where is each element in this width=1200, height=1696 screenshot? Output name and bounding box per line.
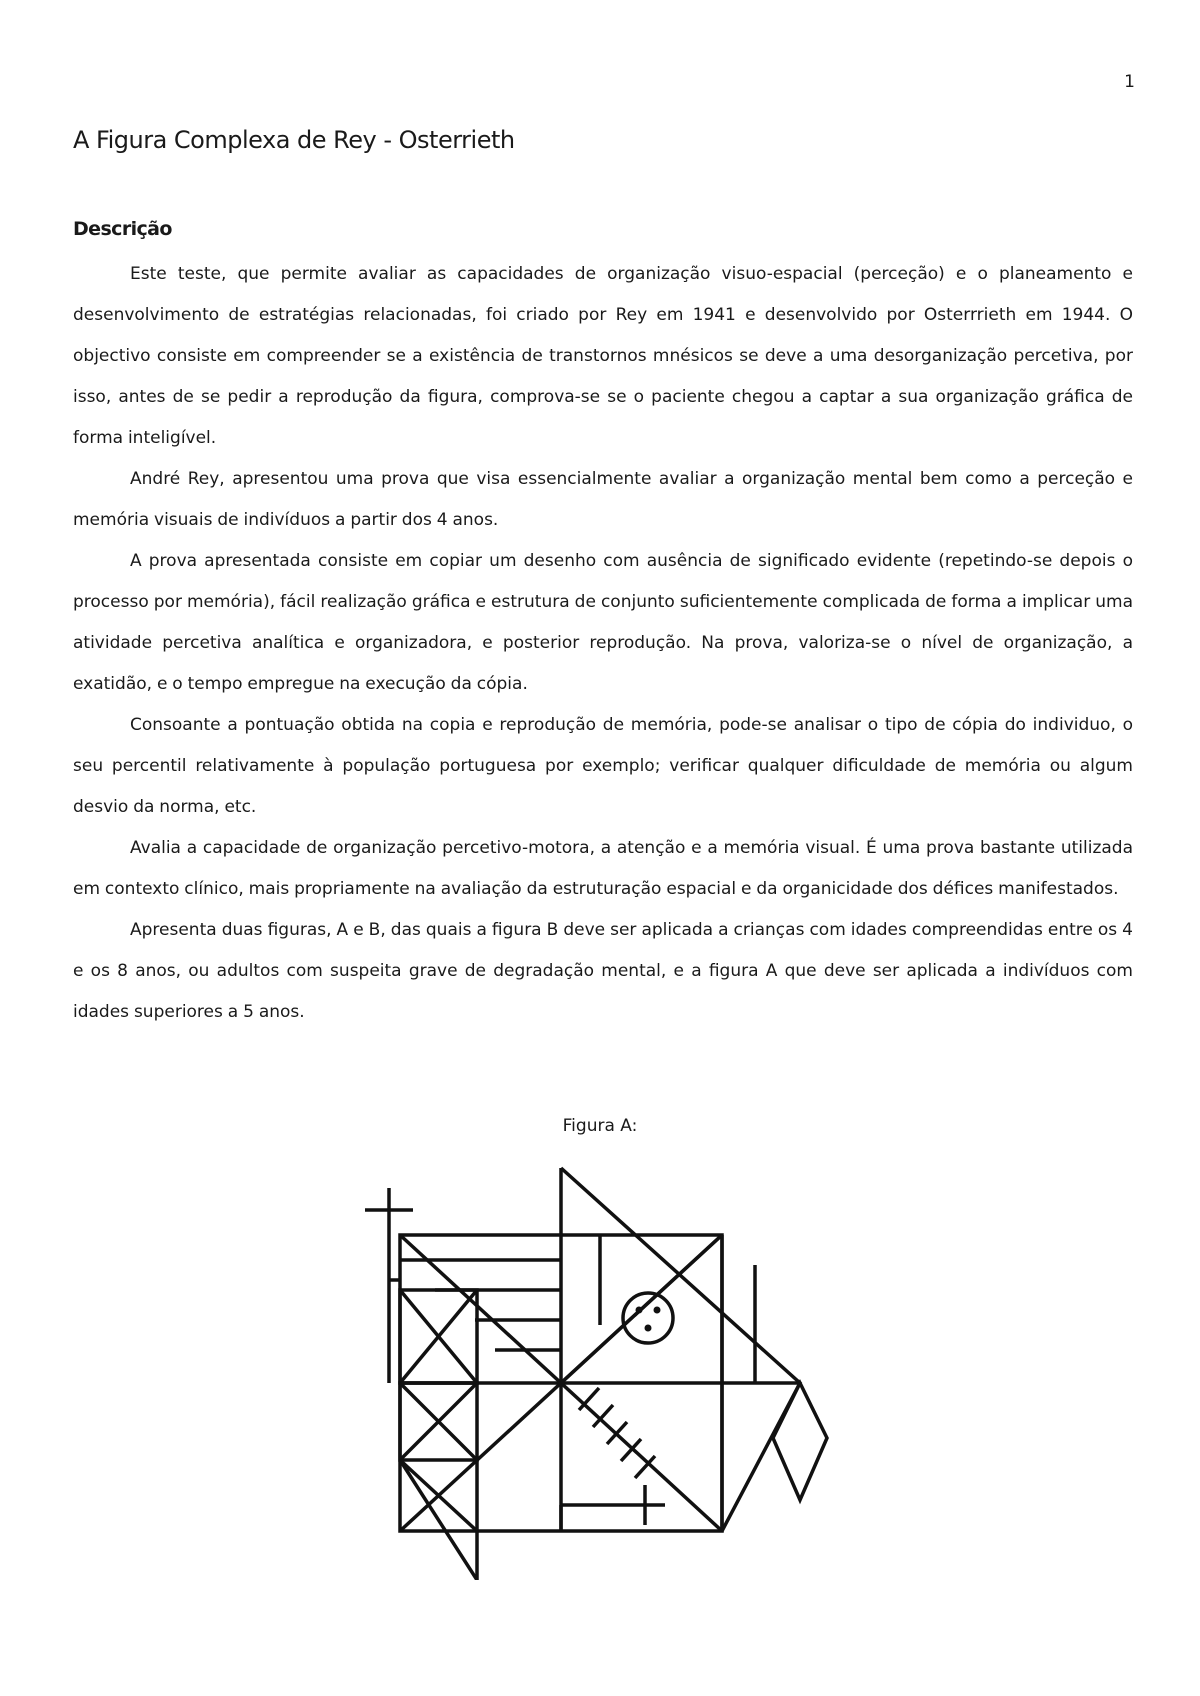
diamond <box>773 1383 827 1500</box>
dot <box>654 1307 661 1314</box>
dot <box>645 1325 652 1332</box>
paragraph: Avalia a capacidade de organização percetivo-motora, a atenção e a memória visual. É uma prova bastante utilizada em contexto clínico, mais propriamente na avaliação da estruturação espacial e da organicidade dos défices manifestados. <box>73 838 1133 899</box>
paragraph: Este teste, que permite avaliar as capacidades de organização visuo-espacial (perceção) e o planeamento e desenvolvimento de estratégias relacionadas, foi criado por Rey em 1941 e desenvolvido por Osterrrieth em 1944. O objectivo consiste em compreender se a existência de transtornos mnésicos se deve a uma desorganização percetiva, por isso, antes de se pedir a reprodução da figura, comprova-se se o paciente chegou a captar a sua organização gráfica de forma inteligível. <box>73 264 1133 448</box>
document-title: A Figura Complexa de Rey - Osterrieth <box>73 126 515 154</box>
dot <box>636 1307 643 1314</box>
paragraph: Apresenta duas figuras, A e B, das quais a figura B deve ser aplicada a crianças com idades compreendidas entre os 4 e os 8 anos, ou adultos com suspeita grave de degradação mental, e a figura A que deve ser aplicada a indivíduos com idades superiores a 5 anos. <box>73 920 1133 1022</box>
section-title: Descrição <box>73 218 172 240</box>
page-number: 1 <box>1124 72 1135 92</box>
rey-complex-figure <box>345 1160 865 1580</box>
paragraph: Consoante a pontuação obtida na copia e reprodução de memória, pode-se analisar o tipo de cópia do individuo, o seu percentil relativamente à população portuguesa por exemplo; verificar qualquer dificuldade de memória ou algum desvio da norma, etc. <box>73 715 1133 817</box>
figure-caption: Figura A: <box>562 1116 638 1136</box>
paragraph: André Rey, apresentou uma prova que visa essencialmente avaliar a organização mental bem como a perceção e memória visuais de indivíduos a partir dos 4 anos. <box>73 469 1133 530</box>
body-text <box>73 254 1133 1033</box>
paragraph: A prova apresentada consiste em copiar um desenho com ausência de significado evidente (repetindo-se depois o processo por memória), fácil realização gráfica e estrutura de conjunto suficientemente complicada de forma a implicar uma atividade percetiva analítica e organizadora, e posterior reprodução. Na prova, valoriza-se o nível de organização, a exatidão, e o tempo empregue na execução da cópia. <box>73 551 1133 694</box>
